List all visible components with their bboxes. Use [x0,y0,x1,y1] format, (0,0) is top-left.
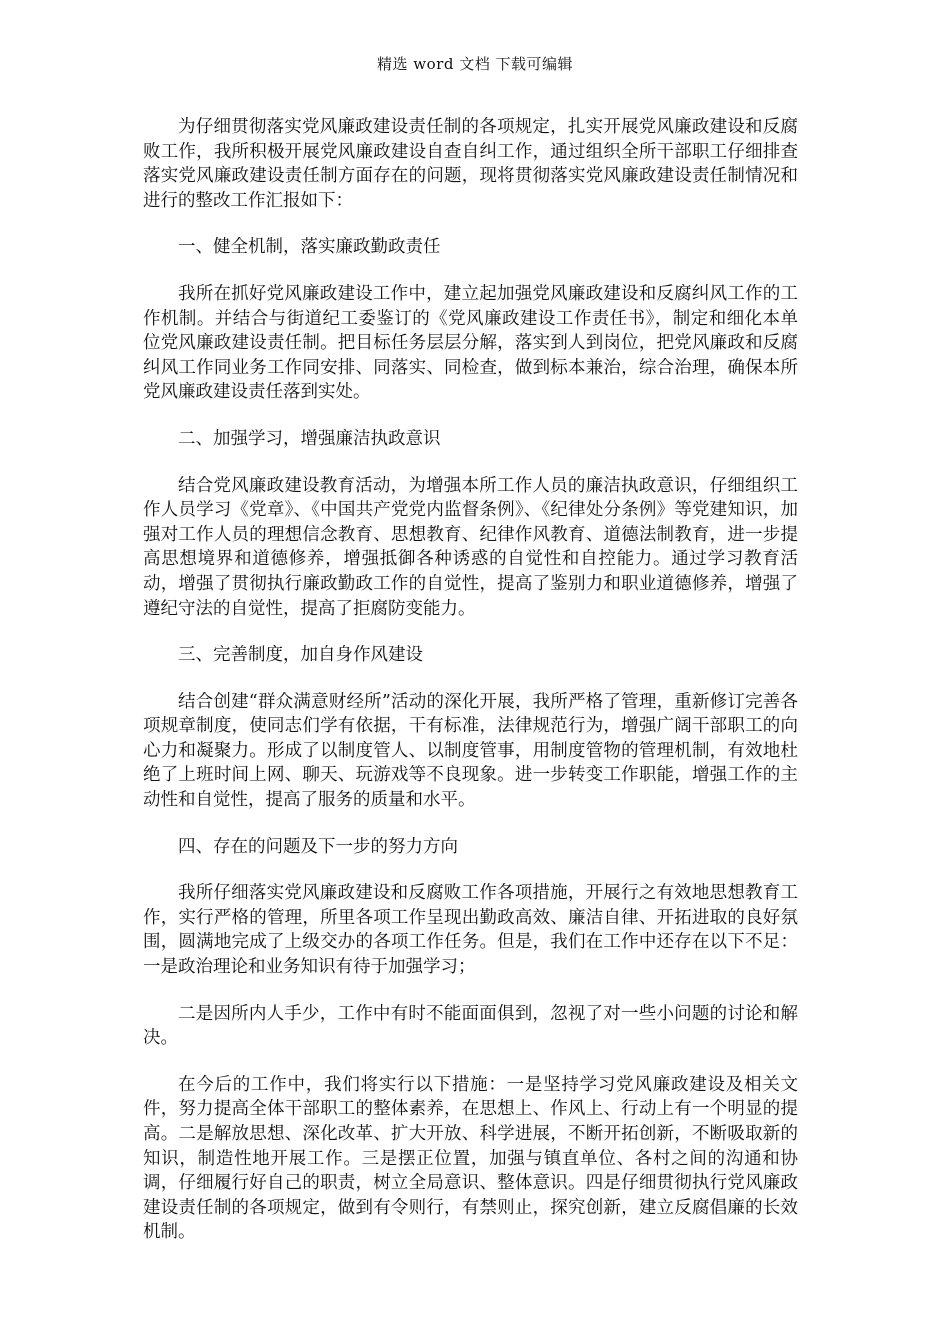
section-1-paragraph: 我所在抓好党风廉政建设工作中，建立起加强党风廉政建设和反腐纠风工作的工作机制。并结合与街道纪工委鉴订的《党风廉政建设工作责任书》，制定和细化本单位党风廉政建设责任制。把目标任务层层分解，落实到人到岗位，把党风廉政和反腐纠风工作同业务工作同安排、同落实、同检查，做到标本兼治，综合治理，确保本所党风廉政建设责任落到实处。 [143,283,798,403]
section-4-paragraph-1: 我所仔细落实党风廉政建设和反腐败工作各项措施，开展行之有效地思想教育工作，实行严格的管理，所里各项工作呈现出勤政高效、廉洁自律、开拓进取的良好氛围，圆满地完成了上级交办的各项工作任务。但是，我们在工作中还存在以下不足：一是政治理论和业务知识有待于加强学习； [143,883,798,978]
section-4-paragraph-3: 在今后的工作中，我们将实行以下措施：一是坚持学习党风廉政建设及相关文件，努力提高全体干部职工的整体素养，在思想上、作风上、行动上有一个明显的提高。二是解放思想、深化改革、扩大开放、科学进展，不断开拓创新，不断吸取新的知识，制造性地开展工作。三是摆正位置，加强与镇直单位、各村之间的沟通和协调，仔细履行好自己的职责，树立全局意识、整体意识。四是仔细贯彻执行党风廉政建设责任制的各项规定，做到有令则行，有禁则止，探究创新，建立反腐倡廉的长效机制。 [143,1074,798,1243]
section-3-paragraph: 结合创建“群众满意财经所”活动的深化开展，我所严格了管理，重新修订完善各项规章制度，使同志们学有依据，干有标准，法律规范行为，增强广阔干部职工的向心力和凝聚力。形成了以制度管人、以制度管事，用制度管物的管理机制，有效地杜绝了上班时间上网、聊天、玩游戏等不良现象。进一步转变工作职能，增强工作的主动性和自觉性，提高了服务的质量和水平。 [143,691,798,811]
section-3-heading: 三、完善制度，加自身作风建设 [178,645,423,666]
section-4-heading: 四、存在的问题及下一步的努力方向 [178,836,458,857]
page-header: 精选 word 文档 下载可编辑 [377,55,573,73]
document-body [143,115,798,1267]
section-2-heading: 二、加强学习，增强廉洁执政意识 [178,428,441,449]
intro-paragraph: 为仔细贯彻落实党风廉政建设责任制的各项规定，扎实开展党风廉政建设和反腐败工作，我所积极开展党风廉政建设自查自纠工作，通过组织全所干部职工仔细排查落实党风廉政建设责任制方面存在的问题，现将贯彻落实党风廉政建设责任制情况和进行的整改工作汇报如下： [143,117,798,211]
section-4-paragraph-2: 二是因所内人手少，工作中有时不能面面俱到，忽视了对一些小问题的讨论和解决。 [143,1003,798,1049]
section-1-heading: 一、健全机制，落实廉政勤政责任 [178,237,441,258]
section-2-paragraph: 结合党风廉政建设教育活动，为增强本所工作人员的廉洁执政意识，仔细组织工作人员学习《党章》、《中国共产党党内监督条例》、《纪律处分条例》等党建知识，加强对工作人员的理想信念教育、思想教育、纪律作风教育、道德法制教育，进一步提高思想境界和道德修养，增强抵御各种诱惑的自觉性和自控能力。通过学习教育活动，增强了贯彻执行廉政勤政工作的自觉性，提高了鉴别力和职业道德修养，增强了遵纪守法的自觉性，提高了拒腐防变能力。 [143,475,798,619]
